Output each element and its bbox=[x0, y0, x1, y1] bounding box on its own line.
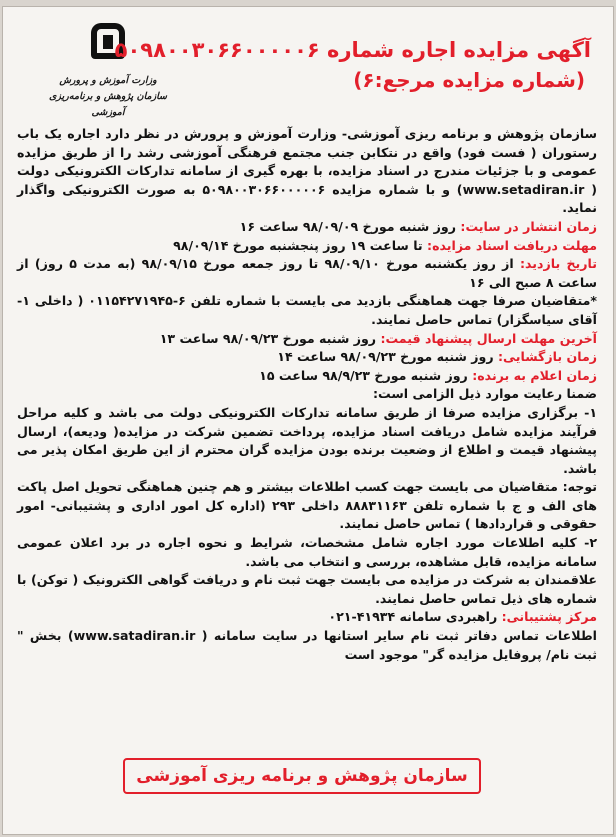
document-deadline-value: تا ساعت ۱۹ روز پنجشنبه مورخ ۹۸/۰۹/۱۴ bbox=[173, 237, 423, 253]
footer-organization-name: سازمان پژوهش و برنامه ریزی آموزشی bbox=[136, 766, 468, 786]
support-center-label: مرکز پشتیبانی: bbox=[501, 609, 597, 625]
publish-time-value: روز شنبه مورخ ۹۸/۰۹/۰۹ ساعت ۱۶ bbox=[239, 218, 457, 234]
winner-announcement-label: زمان اعلام به برنده: bbox=[472, 367, 597, 383]
requirement-item-2: ۲- کلیه اطلاعات مورد اجاره شامل مشخصات، شرایط و نحوه اجاره در برد اعلان عمومی سامانه مزایده، قابل مشاهده، بررسی و انتخاب می باشد. bbox=[17, 535, 597, 569]
document-deadline-label: مهلت دریافت اسناد مزایده: bbox=[427, 237, 597, 253]
visit-note: *متقاضیان صرفا جهت هماهنگی بازدید می بایست با شماره تلفن ۶-۰۱۱۵۴۲۷۱۹۴۵ ( داخلی ۱- آقای سیاسگزار) تماس حاصل نمایند. bbox=[17, 293, 597, 327]
visit-date-label: تاریخ بازدید: bbox=[519, 256, 597, 272]
support-center-row bbox=[17, 608, 597, 627]
intro-paragraph: سازمان پژوهش و برنامه ریزی آموزشی- وزارت آموزش و پرورش در نظر دارد اجاره یک باب رستوران ( فست فود) واقع در نتکابن جنب مجتمع فرهنگی آموزشی رشد را از طریق مزایده عمومی و با جزئیات مندرج در اسناد مزایده، با بهره گیری از سامانه تدارکات الکترونیکی دولت ( www.setadiran.ir) و با شماره مزایده ۵۰۹۸۰۰۳۰۶۶۰۰۰۰۰۶ به صورت الکترونیکی واگذار نماید. bbox=[17, 126, 598, 216]
opening-time-value: روز شنبه مورخ ۹۸/۰۹/۲۳ ساعت ۱۴ bbox=[277, 349, 494, 365]
bid-deadline-label: آخرین مهلت ارسال پیشنهاد قیمت: bbox=[380, 330, 597, 346]
publish-time-label: زمان انتشار در سایت: bbox=[460, 218, 597, 234]
opening-time-label: زمان بازگشایی: bbox=[498, 349, 597, 365]
logo-organization-name: سازمان پژوهش و برنامه‌ریزی آموزشی bbox=[48, 91, 168, 118]
winner-announcement-value: روز شنبه مورخ ۹۸/۹/۲۳ ساعت ۱۵ bbox=[259, 367, 468, 383]
visit-date-row bbox=[17, 255, 597, 292]
opening-time-row bbox=[17, 348, 597, 367]
notice-title bbox=[114, 35, 591, 95]
registration-info: اطلاعات تماس دفاتر ثبت نام سایر استانها در سایت سامانه ( www.satadiran.ir) بخش " ثبت نام/ پروفایل مزایده گر" موجود است bbox=[17, 628, 597, 662]
visit-date-value: از روز یکشنبه مورخ ۹۸/۰۹/۱۰ تا روز جمعه مورخ ۹۸/۰۹/۱۵ (به مدت ۵ روز) از ساعت ۸ صبح الی ۱۶ bbox=[17, 256, 597, 290]
support-center-value: راهبردی سامانه ۴۱۹۳۴-۰۲۱ bbox=[328, 609, 498, 625]
requirements-intro: ضمنا رعایت موارد ذیل الزامی است: bbox=[372, 386, 597, 402]
notice-body bbox=[17, 125, 597, 664]
bid-deadline-value: روز شنبه مورخ ۹۸/۰۹/۲۳ ساعت ۱۳ bbox=[159, 330, 377, 346]
bid-deadline-row bbox=[17, 330, 597, 349]
requirement-item-1-note: توجه: متقاضیان می بایست جهت کسب اطلاعات بیشتر و هم چنین هماهنگی تحویل اصل پاکت های الف و ج با شماره تلفن ۸۸۸۳۱۱۶۳ داخلی ۲۹۳ (اداره کل امور اداری و پشتیبانی- امور حقوقی و قراردادها ) تماس حاصل نمایند. bbox=[17, 479, 597, 532]
footer-organization-box bbox=[123, 758, 481, 794]
requirement-item-2-note: علاقمندان به شرکت در مزایده می بایست جهت ثبت نام و دریافت گواهی الکترونیک ( توکن) با شماره های ذیل تماس حاصل نمایند. bbox=[17, 572, 597, 606]
auction-reference: (شماره مزایده مرجع:۶) bbox=[353, 68, 585, 92]
document-deadline-row bbox=[17, 237, 597, 256]
notice-sheet bbox=[2, 6, 614, 835]
requirement-item-1: ۱- برگزاری مزایده صرفا از طریق سامانه تدارکات الکترونیکی دولت می باشد و کلیه مراحل فرآیند مزایده شامل دریافت اسناد مزایده، پرداخت تضمین شرکت در مزایده( ودیعه)، ارسال پیشنهاد قیمت و اطلاع از وضعیت برنده بودن مزایده گران محترم از این طریق امکان پذیر می باشد. bbox=[17, 404, 597, 476]
publish-time-row bbox=[17, 218, 597, 237]
winner-announcement-row bbox=[17, 367, 597, 386]
logo-ministry-name: وزارت آموزش و پرورش bbox=[59, 75, 157, 86]
auction-title: آگهی مزایده اجاره شماره ۵۰۹۸۰۰۳۰۶۶۰۰۰۰۰۶ bbox=[114, 38, 591, 62]
